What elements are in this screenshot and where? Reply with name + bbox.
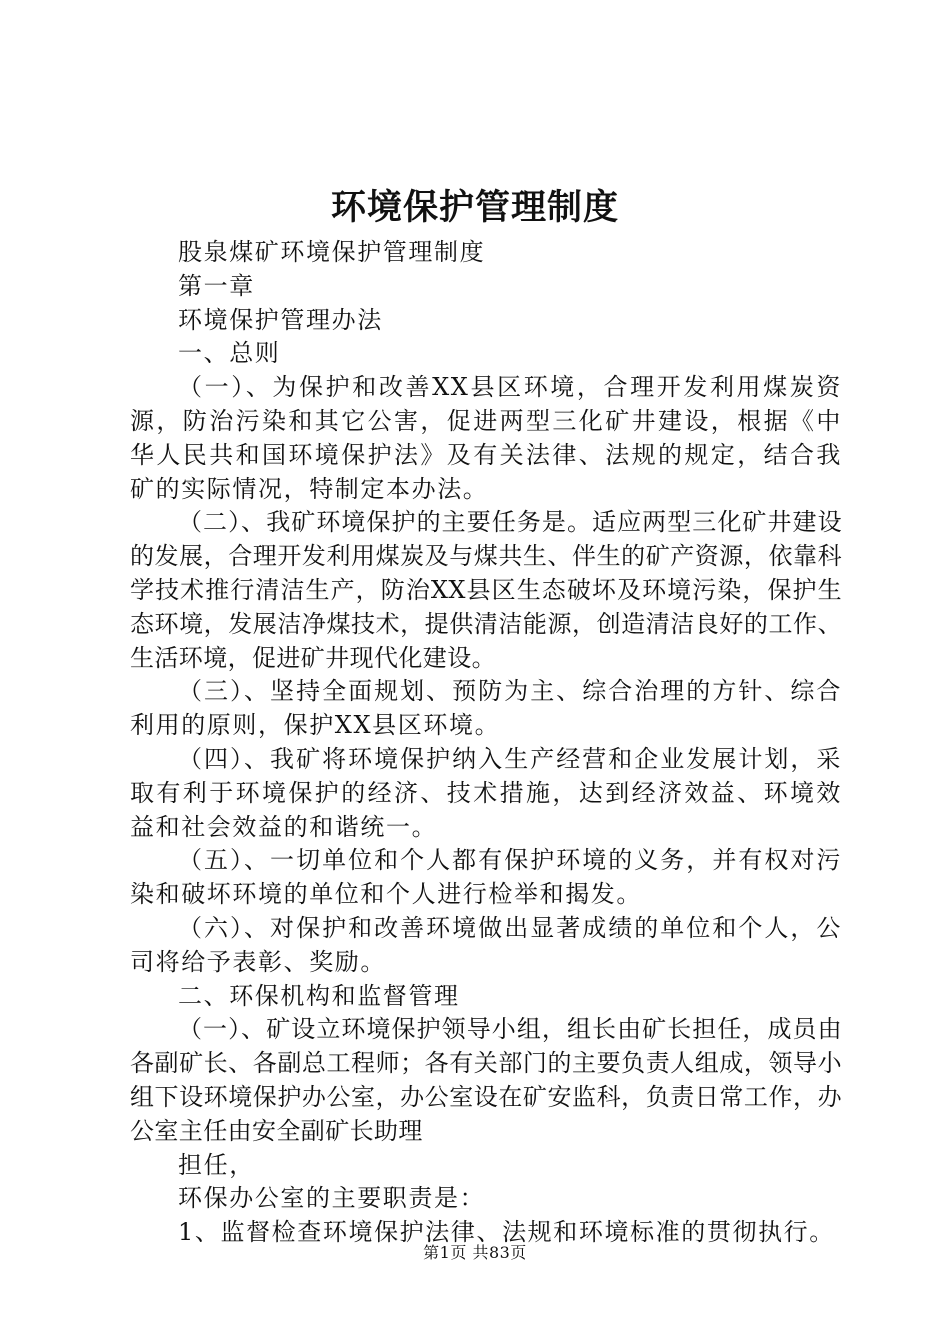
paragraph-11: 二、环保机构和监督管理: [178, 981, 460, 1010]
paragraph-4: 一、总则: [178, 339, 281, 368]
paragraph-13: 担任，: [178, 1150, 255, 1179]
paragraph-5: （一）、为保护和改善XX县区环境，合理开发利用煤炭资源，防治污染和其它公害，促进两型三化矿井建设，根据《中华人民共和国环境保护法》及有关法律、法规的规定，结合我矿的实际情况，特制定本办法。: [130, 373, 842, 503]
document-title: 环境保护管理制度: [330, 187, 619, 228]
paragraph-10: （六）、对保护和改善环境做出显著成绩的单位和个人，公司将给予表彰、奖励。: [130, 913, 842, 976]
page-number-footer: 第1页 共83页: [423, 1243, 527, 1262]
paragraph-12: （一）、矿设立环境保护领导小组，组长由矿长担任，成员由各副矿长、各副总工程师；各有关部门的主要负责人组成，领导小组下设环境保护办公室，办公室设在矿安监科，负责日常工作，办公室主任由安全副矿长助理: [130, 1015, 842, 1145]
paragraph-3: 环境保护管理办法: [178, 305, 383, 334]
paragraph-9: （五）、一切单位和个人都有保护环境的义务，并有权对污染和破坏环境的单位和个人进行检举和揭发。: [130, 846, 842, 909]
paragraph-2: 第一章: [178, 271, 255, 300]
paragraph-7: （三）、坚持全面规划、预防为主、综合治理的方针、综合利用的原则，保护XX县区环境。: [130, 677, 842, 740]
paragraph-8: （四）、我矿将环境保护纳入生产经营和企业发展计划，采取有利于环境保护的经济、技术措施，达到经济效益、环境效益和社会效益的和谐统一。: [130, 744, 842, 841]
paragraph-15: 1、监督检查环境保护法律、法规和环境标准的贯彻执行。: [178, 1218, 835, 1247]
document-body: [130, 236, 842, 1250]
paragraph-14: 环保办公室的主要职责是：: [178, 1184, 486, 1213]
paragraph-6: （二）、我矿环境保护的主要任务是。适应两型三化矿井建设的发展，合理开发利用煤炭及与煤共生、伴生的矿产资源，依靠科学技术推行清洁生产，防治XX县区生态破坏及环境污染，保护生态环境，发展洁净煤技术，提供清洁能源，创造清洁良好的工作、生活环境，促进矿井现代化建设。: [130, 508, 842, 672]
paragraph-1: 股泉煤矿环境保护管理制度: [178, 238, 486, 266]
